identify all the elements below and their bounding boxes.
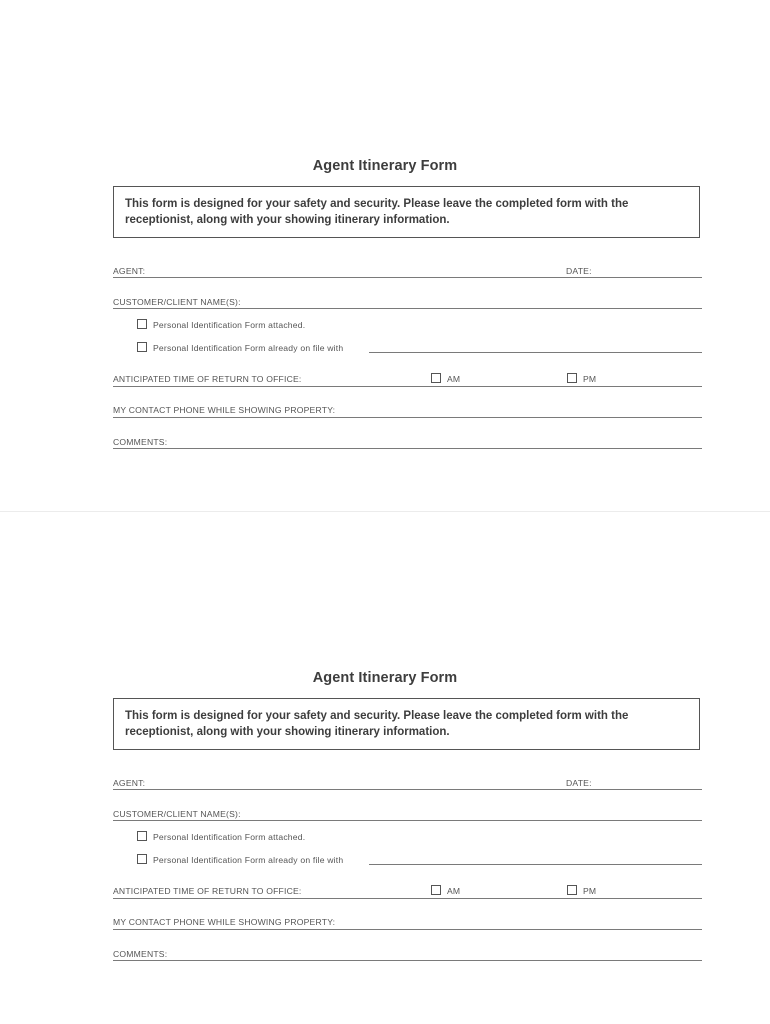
notice-box — [113, 186, 700, 238]
form-title: Agent Itinerary Form — [312, 158, 458, 174]
return-time-label: ANTICIPATED TIME OF RETURN TO OFFICE: — [113, 374, 302, 384]
pm-label: PM — [583, 374, 597, 384]
customer-label: CUSTOMER/CLIENT NAME(S): — [113, 809, 241, 819]
notice-line-1: This form is designed for your safety and security. Please leave the completed form with the — [125, 710, 629, 722]
agent-date-field[interactable] — [113, 789, 702, 790]
return-time-field[interactable] — [113, 898, 702, 899]
notice-line-2: receptionist, along with your showing itinerary information. — [125, 726, 450, 738]
date-label: DATE: — [566, 266, 592, 276]
pid-on-file-checkbox[interactable] — [137, 342, 147, 352]
notice-line-1: This form is designed for your safety and security. Please leave the completed form with the — [125, 198, 629, 210]
itinerary-form-copy-2 — [0, 512, 770, 1024]
agent-label: AGENT: — [113, 266, 146, 276]
pm-checkbox[interactable] — [567, 373, 577, 383]
am-label: AM — [447, 374, 461, 384]
pm-label: PM — [583, 886, 597, 896]
contact-phone-label: MY CONTACT PHONE WHILE SHOWING PROPERTY: — [113, 917, 336, 927]
contact-phone-field[interactable] — [113, 929, 702, 930]
comments-label: COMMENTS: — [113, 437, 168, 447]
customer-label: CUSTOMER/CLIENT NAME(S): — [113, 297, 241, 307]
contact-phone-label: MY CONTACT PHONE WHILE SHOWING PROPERTY: — [113, 405, 336, 415]
customer-name-field[interactable] — [113, 308, 702, 309]
pid-attached-label: Personal Identification Form attached. — [153, 832, 306, 842]
am-checkbox[interactable] — [431, 373, 441, 383]
return-time-label: ANTICIPATED TIME OF RETURN TO OFFICE: — [113, 886, 302, 896]
am-label: AM — [447, 886, 461, 896]
pid-attached-label: Personal Identification Form attached. — [153, 320, 306, 330]
pid-on-file-field[interactable] — [369, 864, 702, 865]
pm-checkbox[interactable] — [567, 885, 577, 895]
pid-on-file-label: Personal Identification Form already on file with — [153, 855, 344, 865]
am-checkbox[interactable] — [431, 885, 441, 895]
pid-on-file-label: Personal Identification Form already on file with — [153, 343, 344, 353]
contact-phone-field[interactable] — [113, 417, 702, 418]
notice-box — [113, 698, 700, 750]
pid-attached-checkbox[interactable] — [137, 319, 147, 329]
agent-label: AGENT: — [113, 778, 146, 788]
agent-date-field[interactable] — [113, 277, 702, 278]
form-title: Agent Itinerary Form — [312, 670, 458, 686]
date-label: DATE: — [566, 778, 592, 788]
comments-label: COMMENTS: — [113, 949, 168, 959]
pid-on-file-field[interactable] — [369, 352, 702, 353]
comments-field[interactable] — [113, 960, 702, 961]
comments-field[interactable] — [113, 448, 702, 449]
pid-on-file-checkbox[interactable] — [137, 854, 147, 864]
pid-attached-checkbox[interactable] — [137, 831, 147, 841]
customer-name-field[interactable] — [113, 820, 702, 821]
return-time-field[interactable] — [113, 386, 702, 387]
notice-line-2: receptionist, along with your showing itinerary information. — [125, 214, 450, 226]
